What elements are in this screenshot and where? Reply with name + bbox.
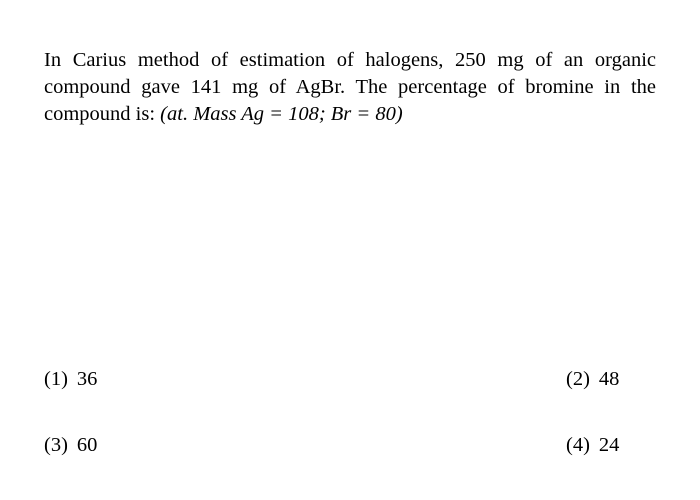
question-text (44, 47, 656, 128)
option-1[interactable] (44, 366, 97, 393)
option-number: (3) (44, 434, 68, 456)
option-value: 48 (598, 368, 620, 390)
option-value: 36 (76, 368, 98, 390)
option-value: 24 (598, 434, 620, 456)
atomic-mass-note: (at. Mass Ag = 108; Br = 80) (160, 103, 403, 125)
question-body: In Carius method of estimation of halogens, 250 mg of an organic compound gave 141 mg of AgBr. The percentage of bromine in the compound is: (44, 49, 656, 125)
option-number: (1) (44, 368, 68, 390)
option-value: 60 (76, 434, 98, 456)
option-number: (4) (566, 434, 590, 456)
option-number: (2) (566, 368, 590, 390)
option-2[interactable] (566, 366, 619, 393)
option-3[interactable] (44, 432, 97, 459)
option-4[interactable] (566, 432, 619, 459)
